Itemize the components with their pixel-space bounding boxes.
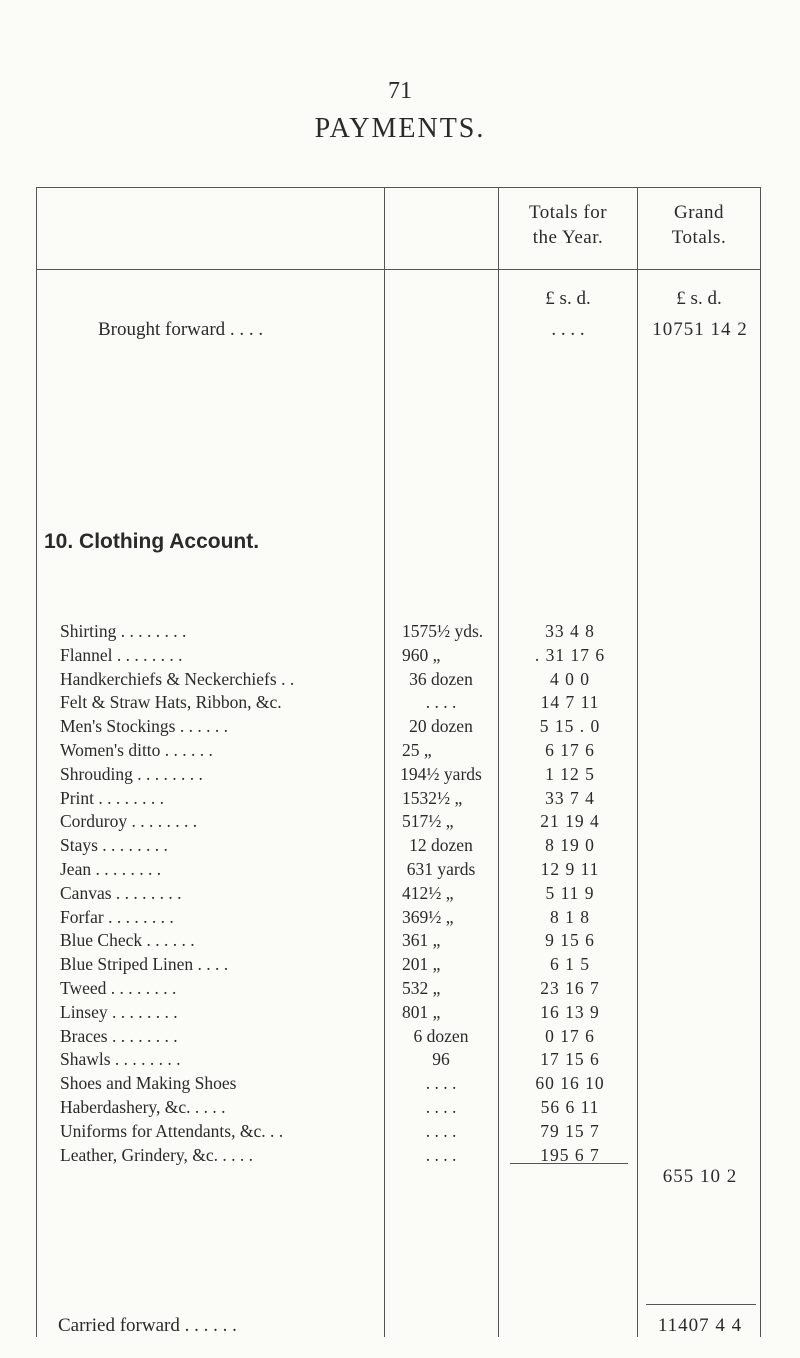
table-row: [0, 692, 800, 716]
item-name: Haberdashery, &c. . . . .: [60, 1097, 226, 1117]
item-quantity: 25 „: [402, 740, 432, 760]
table-row: [0, 764, 800, 788]
item-amount: 16 13 9: [540, 1001, 600, 1022]
brought-forward-grand-total: 10751 14 2: [652, 319, 748, 340]
item-name: Braces . . . . . . . .: [60, 1025, 178, 1046]
table-row: [0, 621, 800, 645]
item-name: Women's ditto . . . . . .: [60, 740, 213, 760]
carried-forward-grand-total: 11407 4 4: [657, 1315, 743, 1336]
table-row: [0, 740, 800, 764]
item-amount: 33 7 4: [545, 787, 595, 808]
grand-units: £ s. d.: [676, 288, 722, 309]
item-amount: 60 16 10: [535, 1073, 605, 1094]
table-row: [0, 788, 800, 812]
item-amount: 6 17 6: [545, 740, 595, 760]
header-bottom-rule: [36, 269, 761, 270]
table-row: [0, 1049, 800, 1073]
item-amount: 8 19 0: [545, 835, 595, 856]
item-name: Stays . . . . . . . .: [60, 835, 168, 856]
item-name: Uniforms for Attendants, &c. . .: [60, 1120, 284, 1141]
item-quantity: 12 dozen: [409, 835, 473, 856]
table-row: [0, 1121, 800, 1145]
item-amount: 8 1 8: [550, 906, 590, 927]
totals-header-line-1: Totals for: [528, 202, 608, 223]
section-title: 10. Clothing Account.: [44, 530, 260, 553]
item-name: Men's Stockings . . . . . .: [60, 716, 228, 737]
item-name: Canvas . . . . . . . .: [60, 882, 182, 903]
item-name: Shoes and Making Shoes: [60, 1073, 237, 1094]
item-amount: 6 1 5: [550, 954, 590, 975]
item-amount: 56 6 11: [540, 1097, 600, 1117]
item-amount: 195 6 7: [540, 1144, 600, 1165]
grand-totals-header: [638, 200, 760, 250]
table-row: [0, 1097, 800, 1121]
table-row: [0, 716, 800, 740]
item-name: Leather, Grindery, &c. . . . .: [60, 1144, 254, 1165]
page-heading: PAYMENTS.: [314, 113, 486, 144]
totals-for-year-header: [500, 200, 636, 250]
item-quantity: 36 dozen: [409, 668, 473, 689]
item-amount: 1 12 5: [545, 763, 595, 784]
table-row: [0, 1026, 800, 1050]
item-amount: 9 15 6: [545, 930, 595, 951]
table-row: [0, 811, 800, 835]
table-row: [0, 930, 800, 954]
table-row: [0, 1145, 800, 1169]
item-amount: 17 15 6: [540, 1049, 600, 1070]
table-row: [0, 907, 800, 931]
item-name: Blue Striped Linen . . . .: [60, 954, 229, 975]
item-quantity: 532 „: [402, 978, 441, 998]
item-amount: 5 15 . 0: [539, 716, 601, 737]
brought-forward-year: . . . .: [551, 319, 585, 340]
item-name: Shrouding . . . . . . . .: [60, 763, 203, 784]
grand-sum-rule: [646, 1304, 756, 1305]
item-amount: 21 19 4: [540, 811, 600, 832]
grand-header-line-2: Totals.: [671, 227, 727, 248]
item-quantity: . . . .: [425, 1120, 457, 1141]
carried-forward-label: Carried forward . . . . . .: [58, 1315, 237, 1336]
item-quantity: 801 „: [402, 1001, 441, 1022]
table-row: [0, 954, 800, 978]
item-quantity: . . . .: [425, 692, 457, 713]
item-quantity: . . . .: [425, 1073, 457, 1094]
item-quantity: 631 yards: [406, 859, 476, 879]
table-row: [0, 978, 800, 1002]
item-quantity: 960 „: [402, 644, 441, 665]
item-name: Tweed . . . . . . . .: [60, 978, 177, 998]
item-name: Handkerchiefs & Neckerchiefs . .: [60, 668, 295, 689]
page-number: 71: [388, 78, 412, 104]
table-row: [0, 1002, 800, 1026]
item-quantity: 412½ „: [402, 882, 454, 903]
item-name: Corduroy . . . . . . . .: [60, 811, 198, 832]
table-row: [0, 859, 800, 883]
item-quantity: 6 dozen: [413, 1025, 469, 1046]
year-units: £ s. d.: [545, 288, 591, 309]
table-row: [0, 1073, 800, 1097]
item-amount: . 31 17 6: [534, 644, 606, 665]
item-quantity: 201 „: [402, 954, 441, 975]
table-top-rule: [36, 187, 760, 188]
item-quantity: 20 dozen: [409, 716, 473, 737]
item-amount: 4 0 0: [550, 668, 590, 689]
item-quantity: . . . .: [425, 1097, 457, 1117]
item-name: Blue Check . . . . . .: [60, 930, 195, 951]
totals-header-line-2: the Year.: [532, 227, 604, 248]
item-name: Shawls . . . . . . . .: [60, 1049, 181, 1070]
item-quantity: 96: [432, 1049, 450, 1070]
item-name: Shirting . . . . . . . .: [60, 621, 187, 641]
brought-forward-label: Brought forward . . . .: [98, 319, 264, 340]
item-name: Forfar . . . . . . . .: [60, 906, 174, 927]
item-quantity: 361 „: [402, 930, 441, 951]
item-name: Jean . . . . . . . .: [60, 859, 162, 879]
item-quantity: 369½ „: [402, 906, 454, 927]
table-row: [0, 883, 800, 907]
item-name: Linsey . . . . . . . .: [60, 1001, 178, 1022]
item-quantity: 194½ yards: [400, 763, 482, 784]
grand-header-line-1: Grand: [674, 202, 724, 223]
item-quantity: 1575½ yds.: [402, 621, 484, 641]
item-amount: 79 15 7: [540, 1120, 600, 1141]
item-amount: 33 4 8: [545, 621, 595, 641]
item-quantity: 1532½ „: [402, 787, 463, 808]
section-total: 655 10 2: [662, 1166, 738, 1187]
item-amount: 12 9 11: [540, 859, 600, 879]
table-row: [0, 645, 800, 669]
table-row: [0, 835, 800, 859]
item-name: Print . . . . . . . .: [60, 787, 165, 808]
item-amount: 23 16 7: [540, 978, 600, 998]
item-amount: 5 11 9: [545, 882, 595, 903]
item-amount: 14 7 11: [540, 692, 600, 713]
item-quantity: 517½ „: [402, 811, 454, 832]
item-name: Felt & Straw Hats, Ribbon, &c.: [60, 692, 282, 713]
item-quantity: . . . .: [425, 1144, 457, 1165]
item-amount: 0 17 6: [545, 1025, 595, 1046]
item-name: Flannel . . . . . . . .: [60, 644, 183, 665]
table-row: [0, 669, 800, 693]
